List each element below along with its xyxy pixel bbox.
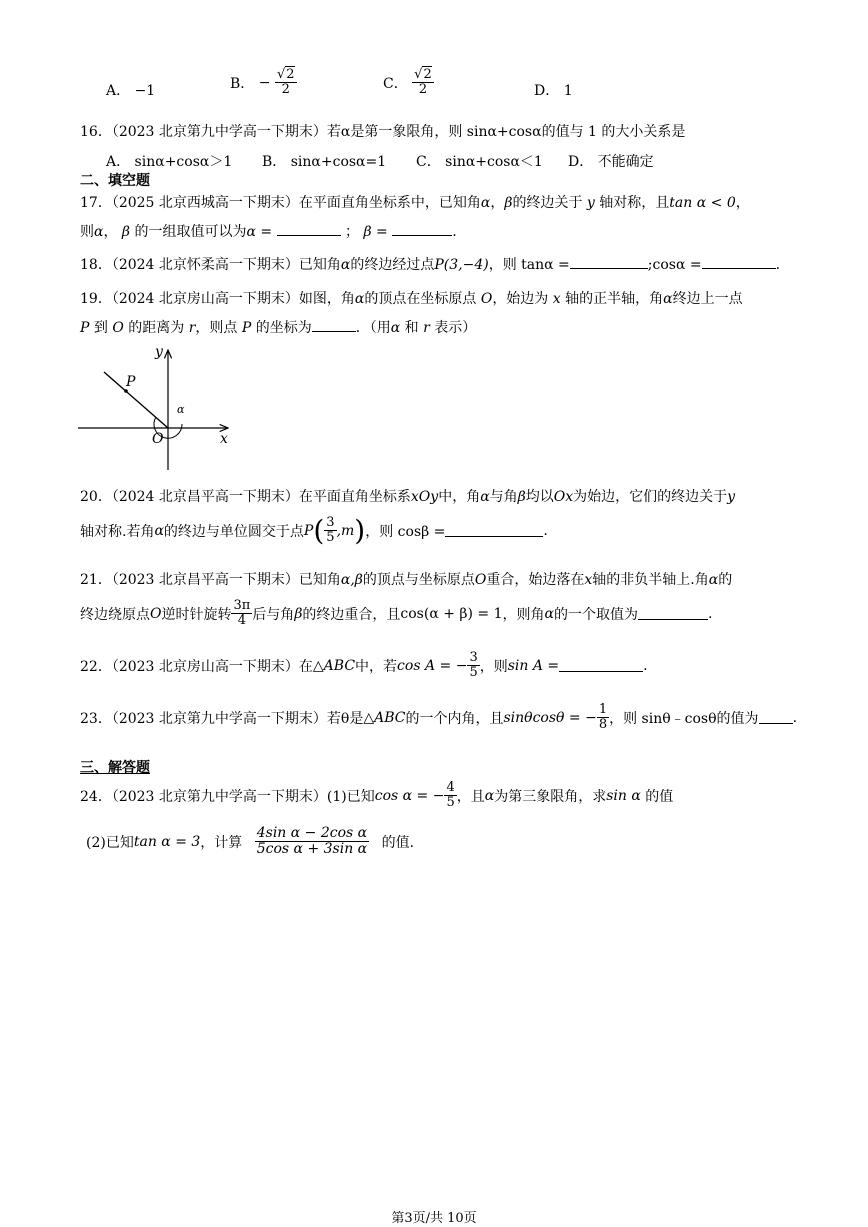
- text: ，计算: [200, 834, 243, 851]
- tan-alpha-expression: tan α = 3: [133, 833, 201, 850]
- text: ，则点: [195, 320, 238, 336]
- alpha-symbol: α: [484, 787, 495, 804]
- ratio-fraction: [255, 826, 369, 858]
- q15-option-d: [534, 80, 573, 100]
- denominator: 8: [598, 717, 608, 733]
- sqrt2-over-2-fraction: $\frac{√2}{2}$: [414, 67, 432, 98]
- o-symbol: O: [474, 572, 487, 588]
- text: 21．（2023 北京昌平高一下期末）已知角: [80, 572, 341, 588]
- section-heading-fill-in: 二、填空题: [80, 173, 150, 189]
- text: 为始边，它们的终边关于: [573, 489, 728, 505]
- q20-line-1: [80, 486, 735, 506]
- alpha-symbol: α: [480, 489, 490, 505]
- q24-part-2: [86, 826, 414, 858]
- minus-sign: −: [258, 74, 271, 91]
- three-fifths-fraction: [324, 516, 336, 546]
- denominator: 4: [231, 613, 252, 628]
- answer-blank[interactable]: [638, 607, 708, 620]
- option-value: −1: [134, 83, 156, 99]
- text: 23．（2023 北京第九中学高一下期末）若θ是: [80, 710, 364, 727]
- q17-line-2: [80, 221, 457, 241]
- text: ，: [103, 224, 118, 240]
- text: 均以: [525, 489, 554, 505]
- text: 20．（2024 北京昌平高一下期末）在平面直角坐标系: [80, 489, 411, 505]
- q15-option-c: [383, 68, 434, 98]
- text: .: [775, 257, 781, 273]
- o-symbol: O: [112, 320, 124, 336]
- p-symbol: P: [303, 522, 314, 539]
- alpha-symbol: α: [154, 522, 164, 539]
- text: ；: [345, 224, 360, 240]
- angle-diagram: [76, 340, 246, 475]
- text: 和: [404, 320, 419, 336]
- o-symbol: O: [150, 605, 162, 622]
- q22-line: [80, 651, 648, 681]
- text: 的顶点在坐标原点: [364, 291, 477, 307]
- text: 的终边关于: [512, 195, 583, 211]
- q16-option-a: A． sinα+cosα＞1: [106, 154, 233, 170]
- numerator: 4sin α − 2cos α: [256, 825, 368, 841]
- text: 的一个取值为: [553, 606, 638, 623]
- option-value: 1: [563, 83, 573, 99]
- text: 的一组取值可以为: [134, 224, 247, 240]
- q16-option-b: B． sinα+cosα=1: [262, 154, 387, 170]
- option-label: B．: [230, 75, 255, 92]
- text: 的终边重合，且: [302, 606, 401, 623]
- triangle-abc: △ABC: [363, 709, 406, 726]
- alpha-beta-symbols: α,β: [340, 572, 363, 588]
- text: ，则 tanα =: [488, 257, 570, 273]
- terminal-side: [104, 372, 168, 428]
- sin-a-expression: sin A =: [507, 657, 560, 674]
- text: 轴的非负半轴上.角: [592, 572, 709, 588]
- alpha-equals: α =: [246, 224, 273, 240]
- alpha-symbol: α: [708, 572, 719, 588]
- text: ，则角: [502, 606, 545, 623]
- text: ，: [735, 195, 750, 211]
- text: 则: [80, 224, 94, 240]
- text: 中，角: [438, 489, 481, 505]
- option-label: A．: [106, 83, 131, 99]
- paren-open: (: [313, 513, 325, 547]
- text: 终边绕原点: [80, 606, 150, 623]
- text: 后与角: [252, 606, 295, 623]
- p-symbol: P: [80, 320, 90, 336]
- numerator: 2: [423, 67, 432, 82]
- q17-line-1: [80, 192, 750, 212]
- text: 的顶点与坐标原点: [362, 572, 475, 588]
- beta-equals: β =: [363, 224, 388, 240]
- numerator: 2: [286, 67, 295, 82]
- q24-part-1: [80, 781, 673, 811]
- text: .: [643, 657, 648, 674]
- section-heading-solutions: 三、解答题: [80, 760, 150, 776]
- q15-option-b: [230, 68, 297, 98]
- q21-line-1: [80, 569, 732, 589]
- sqrt2-over-2-fraction: $\frac{√2}{2}$: [276, 67, 295, 98]
- triangle-abc: △ABC: [312, 657, 356, 674]
- q18-line: [80, 254, 780, 274]
- text: ，则 cosβ =: [365, 523, 446, 540]
- text: 轴对称，且: [599, 195, 670, 211]
- text: 到: [93, 320, 108, 336]
- q19-line-2: [80, 317, 476, 337]
- four-fifths-fraction: [444, 781, 456, 811]
- alpha-symbol: α: [354, 291, 365, 307]
- denominator: 5: [326, 530, 335, 546]
- sin-alpha-expression: sin α: [606, 787, 641, 804]
- answer-blank[interactable]: [277, 223, 341, 236]
- cos-alpha-expression: cos α = −: [374, 787, 445, 804]
- alpha-symbol: α: [390, 320, 401, 336]
- p-symbol: P: [241, 320, 252, 336]
- alpha-symbol: α: [663, 291, 673, 307]
- xoy-symbol: xOy: [410, 489, 439, 505]
- text: ，: [490, 195, 505, 211]
- text: 中，若: [355, 658, 398, 675]
- denominator: 5: [446, 795, 455, 811]
- text: .: [792, 709, 798, 726]
- text: 的值.: [381, 834, 415, 851]
- x-axis-label: x: [220, 431, 228, 447]
- numerator: 3: [469, 650, 478, 665]
- o-symbol: O: [480, 291, 493, 307]
- text: 的终边经过点: [350, 257, 435, 273]
- q21-line-2: [80, 599, 712, 629]
- one-eighth-fraction: [597, 703, 609, 733]
- text: .: [543, 522, 548, 539]
- answer-blank[interactable]: [559, 659, 643, 672]
- y-symbol: y: [586, 195, 595, 211]
- three-fifths-fraction: [467, 651, 479, 681]
- text: ．（用: [355, 320, 391, 336]
- alpha-symbol: α: [480, 195, 491, 211]
- text: 的一个内角，且: [405, 710, 504, 727]
- text: 的值: [645, 788, 674, 805]
- text: ;cosα =: [647, 257, 702, 273]
- text: ，则: [479, 658, 508, 675]
- answer-blank[interactable]: [445, 524, 543, 537]
- x-symbol: x: [584, 572, 593, 588]
- beta-symbol: β: [504, 195, 513, 211]
- denominator: 2: [412, 82, 434, 97]
- cos-a-expression: cos A = −: [397, 657, 468, 674]
- alpha-label: α: [177, 403, 185, 416]
- text: 24．（2023 北京第九中学高一下期末）(1)已知: [80, 788, 375, 805]
- alpha-symbol: α: [544, 605, 554, 622]
- text: 17．（2025 北京西城高一下期末）在平面直角坐标系中，已知角: [80, 195, 481, 211]
- q23-line: [80, 703, 797, 733]
- numerator: 3π: [233, 598, 251, 613]
- q16-option-d: D． 不能确定: [568, 154, 654, 170]
- text: 终边上一点: [672, 291, 743, 307]
- alpha-symbol: α: [340, 257, 351, 273]
- ox-symbol: Ox: [553, 489, 574, 505]
- text: 22．（2023 北京房山高一下期末）在: [80, 658, 313, 675]
- sin-cos-expression: sinθcosθ = −: [503, 709, 597, 726]
- q20-line-2: [80, 513, 548, 547]
- q16-option-c: C． sinα+cosα＜1: [416, 154, 543, 170]
- answer-blank[interactable]: [759, 711, 793, 724]
- q15-option-a: [106, 80, 155, 100]
- option-label: C．: [383, 75, 408, 92]
- beta-symbol: β: [517, 489, 526, 505]
- point-p-label: P: [126, 374, 136, 390]
- answer-blank[interactable]: [312, 319, 356, 332]
- answer-blank[interactable]: [392, 223, 452, 236]
- text: ，且: [456, 788, 485, 805]
- denominator: 2: [275, 82, 297, 97]
- q16-stem: 16．（2023 北京第九中学高一下期末）若α是第一象限角，则 sinα+cosα的值与 1 的大小关系是: [80, 124, 686, 140]
- answer-blank[interactable]: [570, 256, 648, 269]
- text: (2)已知: [86, 834, 134, 851]
- text: ，则 sinθ﹣cosθ的值为: [609, 710, 759, 727]
- r-symbol: r: [423, 320, 430, 336]
- paren-close: ): [354, 513, 366, 547]
- beta-symbol: β: [294, 605, 303, 622]
- text: 的终边与单位圆交于点: [163, 523, 304, 540]
- beta-symbol: β: [121, 224, 131, 240]
- page-footer: 第3页/共 10页: [391, 1211, 477, 1226]
- x-symbol: x: [552, 291, 561, 307]
- text: 的距离为: [128, 320, 185, 336]
- text: 18．（2024 北京怀柔高一下期末）已知角: [80, 257, 341, 273]
- text: 轴对称.若角: [80, 523, 155, 540]
- answer-blank[interactable]: [702, 256, 776, 269]
- text: 的坐标为: [255, 320, 312, 336]
- text: 的: [718, 572, 733, 588]
- text: 表示）: [434, 320, 477, 336]
- r-symbol: r: [188, 320, 196, 336]
- y-symbol: y: [727, 489, 736, 505]
- text: 逆时针旋转: [161, 606, 232, 623]
- m-symbol: ,m: [336, 522, 355, 539]
- text: 19．（2024 北京房山高一下期末）如图，角: [80, 291, 355, 307]
- text: .: [707, 605, 713, 622]
- numerator: 3: [326, 515, 335, 530]
- text: ，始边为: [492, 291, 549, 307]
- option-label: D．: [534, 83, 560, 99]
- text: .: [452, 224, 457, 240]
- text: 重合，始边落在: [486, 572, 585, 588]
- numerator: 4: [446, 780, 455, 795]
- y-axis-label: y: [155, 344, 163, 360]
- cos-condition: cos(α + β) = 1: [400, 605, 503, 622]
- numerator: 1: [598, 702, 608, 717]
- tan-condition: tan α < 0: [669, 195, 736, 211]
- origin-label: O: [152, 431, 164, 447]
- text: 为第三象限角，求: [494, 788, 607, 805]
- three-pi-over-four-fraction: [231, 599, 252, 629]
- denominator: 5cos α + 3sin α: [256, 841, 368, 858]
- denominator: 5: [469, 665, 478, 681]
- q19-line-1: [80, 288, 743, 308]
- alpha-symbol: α: [94, 224, 104, 240]
- text: 轴的正半轴，角: [565, 291, 664, 307]
- point-p: P(3,−4): [434, 257, 489, 273]
- text: 与角: [489, 489, 518, 505]
